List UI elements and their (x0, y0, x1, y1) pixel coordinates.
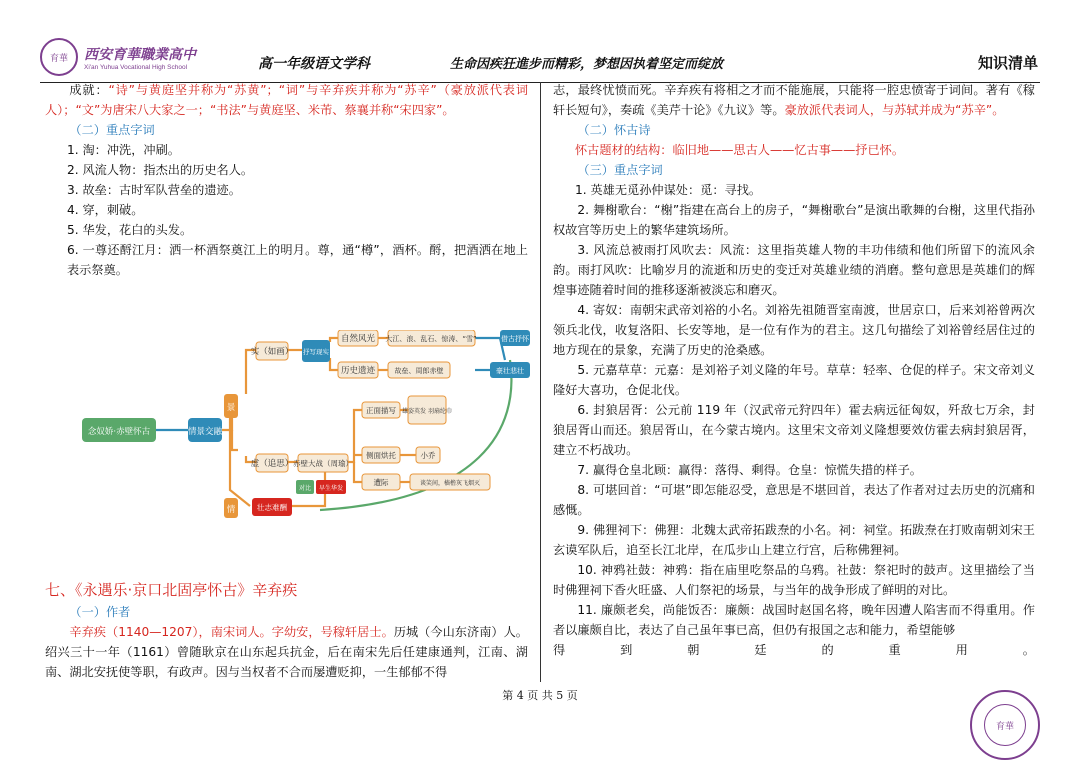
list-item: 4. 穿，刺破。 (66, 203, 144, 217)
school-name-en: Xi'an Yuhua Vocational High School (84, 63, 188, 71)
mm-chibi: 赤壁大战（周瑜） (293, 459, 353, 468)
mind-map-diagram (80, 330, 530, 530)
mm-zaoyu-detail: 谈笑间，樯橹灰飞烟灭 (419, 480, 481, 487)
left-column (45, 80, 528, 280)
course-title: 高一年级语文学科 (258, 56, 370, 72)
seal-center-icon: 育華 (984, 704, 1026, 746)
mm-banian: 早生华发 (318, 485, 344, 492)
school-emblem-icon: 育華 (40, 38, 78, 76)
list-item: 11. 廉颇老矣，尚能饭否：廉颇：战国时赵国名将，晚年因遭人陷害而不得重用。作者以廉颇自比，表达了自己虽年事已高，但仍有报国之志和能力，希望能够 (553, 603, 1035, 637)
mm-lishi-detail: 故垒、周郎赤壁 (394, 367, 444, 375)
mm-zhuangzhi: 壮志难酬 (257, 503, 287, 512)
mm-haomai: 豪壮悲壮 (496, 367, 524, 375)
page-header (40, 38, 1040, 83)
mm-lishi: 历史遗迹 (340, 366, 376, 376)
mm-huaigu: 借古抒怀 (501, 335, 529, 343)
mm-xiaoqiao: 小乔 (420, 451, 436, 460)
mm-zhengmian-detail: 雄姿英发 羽扇纶巾 (402, 408, 452, 415)
mm-shi: 实（如画） (250, 347, 294, 357)
list-item: 2. 风流人物：指杰出的历史名人。 (66, 163, 254, 177)
list-item: 4. 寄奴：南朝宋武帝刘裕的小名。刘裕先祖随晋室南渡，世居京口，后来刘裕曾两次领兵北伐，收复洛阳、长安等地，是一位有作为的君主。这几句描绘了刘裕曾经居住过的地方现在的景象，充满了历史的沧桑感。 (553, 303, 1035, 357)
mm-zizai-detail: 大江、浪、乱石、惊涛、“雪” (385, 335, 477, 343)
achievement-paragraph: 成就：“诗”与黄庭坚并称为“苏黄”；“词”与辛弃疾并称为“苏辛”（豪放派代表词人）；“文”为唐宋八大家之一；“书法”与黄庭坚、米芾、蔡襄并称“宋四家”。 (45, 83, 529, 117)
list-item: 8. 可堪回首：“可堪”即怎能忍受，意思是不堪回首，表达了作者对过去历史的沉痛和感慨。 (553, 483, 1035, 517)
mm-jieshi: 抒写现实 (303, 348, 329, 356)
mm-cemian: 侧面烘托 (366, 451, 396, 460)
subheading-key-words: （二）重点字词 (69, 123, 155, 137)
list-item: 5. 元嘉草草：元嘉：是刘裕子刘义隆的年号。草草：轻率、仓促的样子。宋文帝刘义隆好大喜功，仓促北伐。 (553, 363, 1035, 397)
subheading-key-words: （三）重点字词 (577, 163, 663, 177)
right-column (553, 80, 1035, 660)
document-type: 知识清单 (977, 54, 1038, 72)
list-item: 9. 佛狸祠下：佛狸：北魏太武帝拓跋焘的小名。祠：祠堂。拓跋焘在打败南朝刘宋王玄谟军队后，追至长江北岸，在瓜步山上建立行宫，后称佛狸祠。 (553, 523, 1035, 557)
list-item: 1. 英雄无觅孙仲谋处：觅：寻找。 (574, 183, 762, 197)
list-item: 3. 风流总被雨打风吹去：风流：这里指英雄人物的丰功伟绩和他们所留下的流风余韵。雨打风吹：比喻岁月的流逝和历史的变迁对英雄业绩的消磨。整句意思是英雄们的辉煌事迹随着时间的推移逐渐被淡忘和磨灭。 (553, 243, 1035, 297)
mm-qingjing: 情景交融 (187, 427, 223, 437)
author-paragraph-cont: 志，最终忧愤而死。辛弃疾有将相之才而不能施展，只能将一腔忠愤寄于词间。著有《稼轩长短句》，奏疏《美芹十论》《九议》等。豪放派代表词人，与苏轼并成为“苏辛”。 (553, 83, 1035, 117)
page-number: 第 4 页 共 5 页 (502, 689, 578, 702)
subheading-huaigu: （二）怀古诗 (577, 123, 651, 137)
list-item: 6. 封狼居胥：公元前 119 年（汉武帝元狩四年）霍去病远征匈奴，歼敌七万余，封狼居胥山而还。狼居胥山，在今蒙古境内。这里宋文帝刘义隆想要效仿霍去病封狼居胥，建立不朽战功。 (553, 403, 1035, 457)
list-item: 2. 舞榭歌台：“榭”指建在高台上的房子，“舞榭歌台”是演出歌舞的台榭，这里代指孙权故宫等历史上的繁华建筑场所。 (553, 203, 1035, 237)
school-seal-stamp (970, 690, 1040, 760)
mm-zaoyu: 遭际 (373, 478, 389, 487)
list-item: 3. 故垒：古时军队营垒的遗迹。 (66, 183, 241, 197)
list-item: 1. 淘：冲洗，冲刷。 (66, 143, 180, 157)
section-heading: 七、《永遇乐·京口北固亭怀古》辛弃疾 (45, 581, 298, 599)
mm-zhengmian: 正面描写 (366, 406, 396, 415)
mm-xu: 虚（追思） (250, 459, 294, 469)
school-logo (40, 38, 196, 76)
list-item: 7. 赢得仓皇北顾：赢得：落得、剩得。仓皇：惊慌失措的样子。 (577, 463, 922, 477)
mm-jing: 景 (226, 403, 236, 413)
mm-root: 念奴娇·赤壁怀古 (87, 427, 151, 437)
school-name-cn: 西安育華職業高中 (84, 46, 196, 63)
mm-zizai: 自然风光 (340, 334, 376, 344)
author-paragraph: 辛弃疾（1140—1207），南宋词人。字幼安，号稼轩居士。历城（今山东济南）人。绍兴三十一年（1161）曾随耿京在山东起兵抗金，后在南宋先后任建康通判，江南、湖南、湖北安抚使等职，有政声。因与当权者不合而屡遭贬抑，一生郁郁不得 (45, 625, 528, 679)
structure-line: 怀古题材的结构：临旧地——思古人——忆古事——抒已怀。 (574, 143, 905, 157)
list-item: 10. 神鸦社鼓：神鸦：指在庙里吃祭品的乌鸦。社鼓：祭祀时的鼓声。这里描绘了当时佛狸祠下香火旺盛、人们祭祀的场景，与当年的战争形成了鲜明的对比。 (553, 563, 1035, 597)
mm-fudi: 对比 (298, 485, 312, 492)
left-column-lower (45, 578, 528, 682)
column-divider (540, 82, 541, 682)
list-item: 6. 一尊还酹江月：洒一杯酒祭奠江上的明月。尊，通“樽”，酒杯。酹，把酒洒在地上表示祭奠。 (66, 243, 528, 277)
subheading-author: （一）作者 (69, 605, 131, 619)
mm-qing: 情 (226, 505, 236, 515)
list-item: 5. 华发，花白的头发。 (66, 223, 193, 237)
header-motto: 生命因疾狂進步而精彩，梦想因执着坚定而绽放 (450, 57, 724, 72)
justified-last-line: 得 到 朝 廷 的 重 用 。 (553, 643, 1035, 657)
